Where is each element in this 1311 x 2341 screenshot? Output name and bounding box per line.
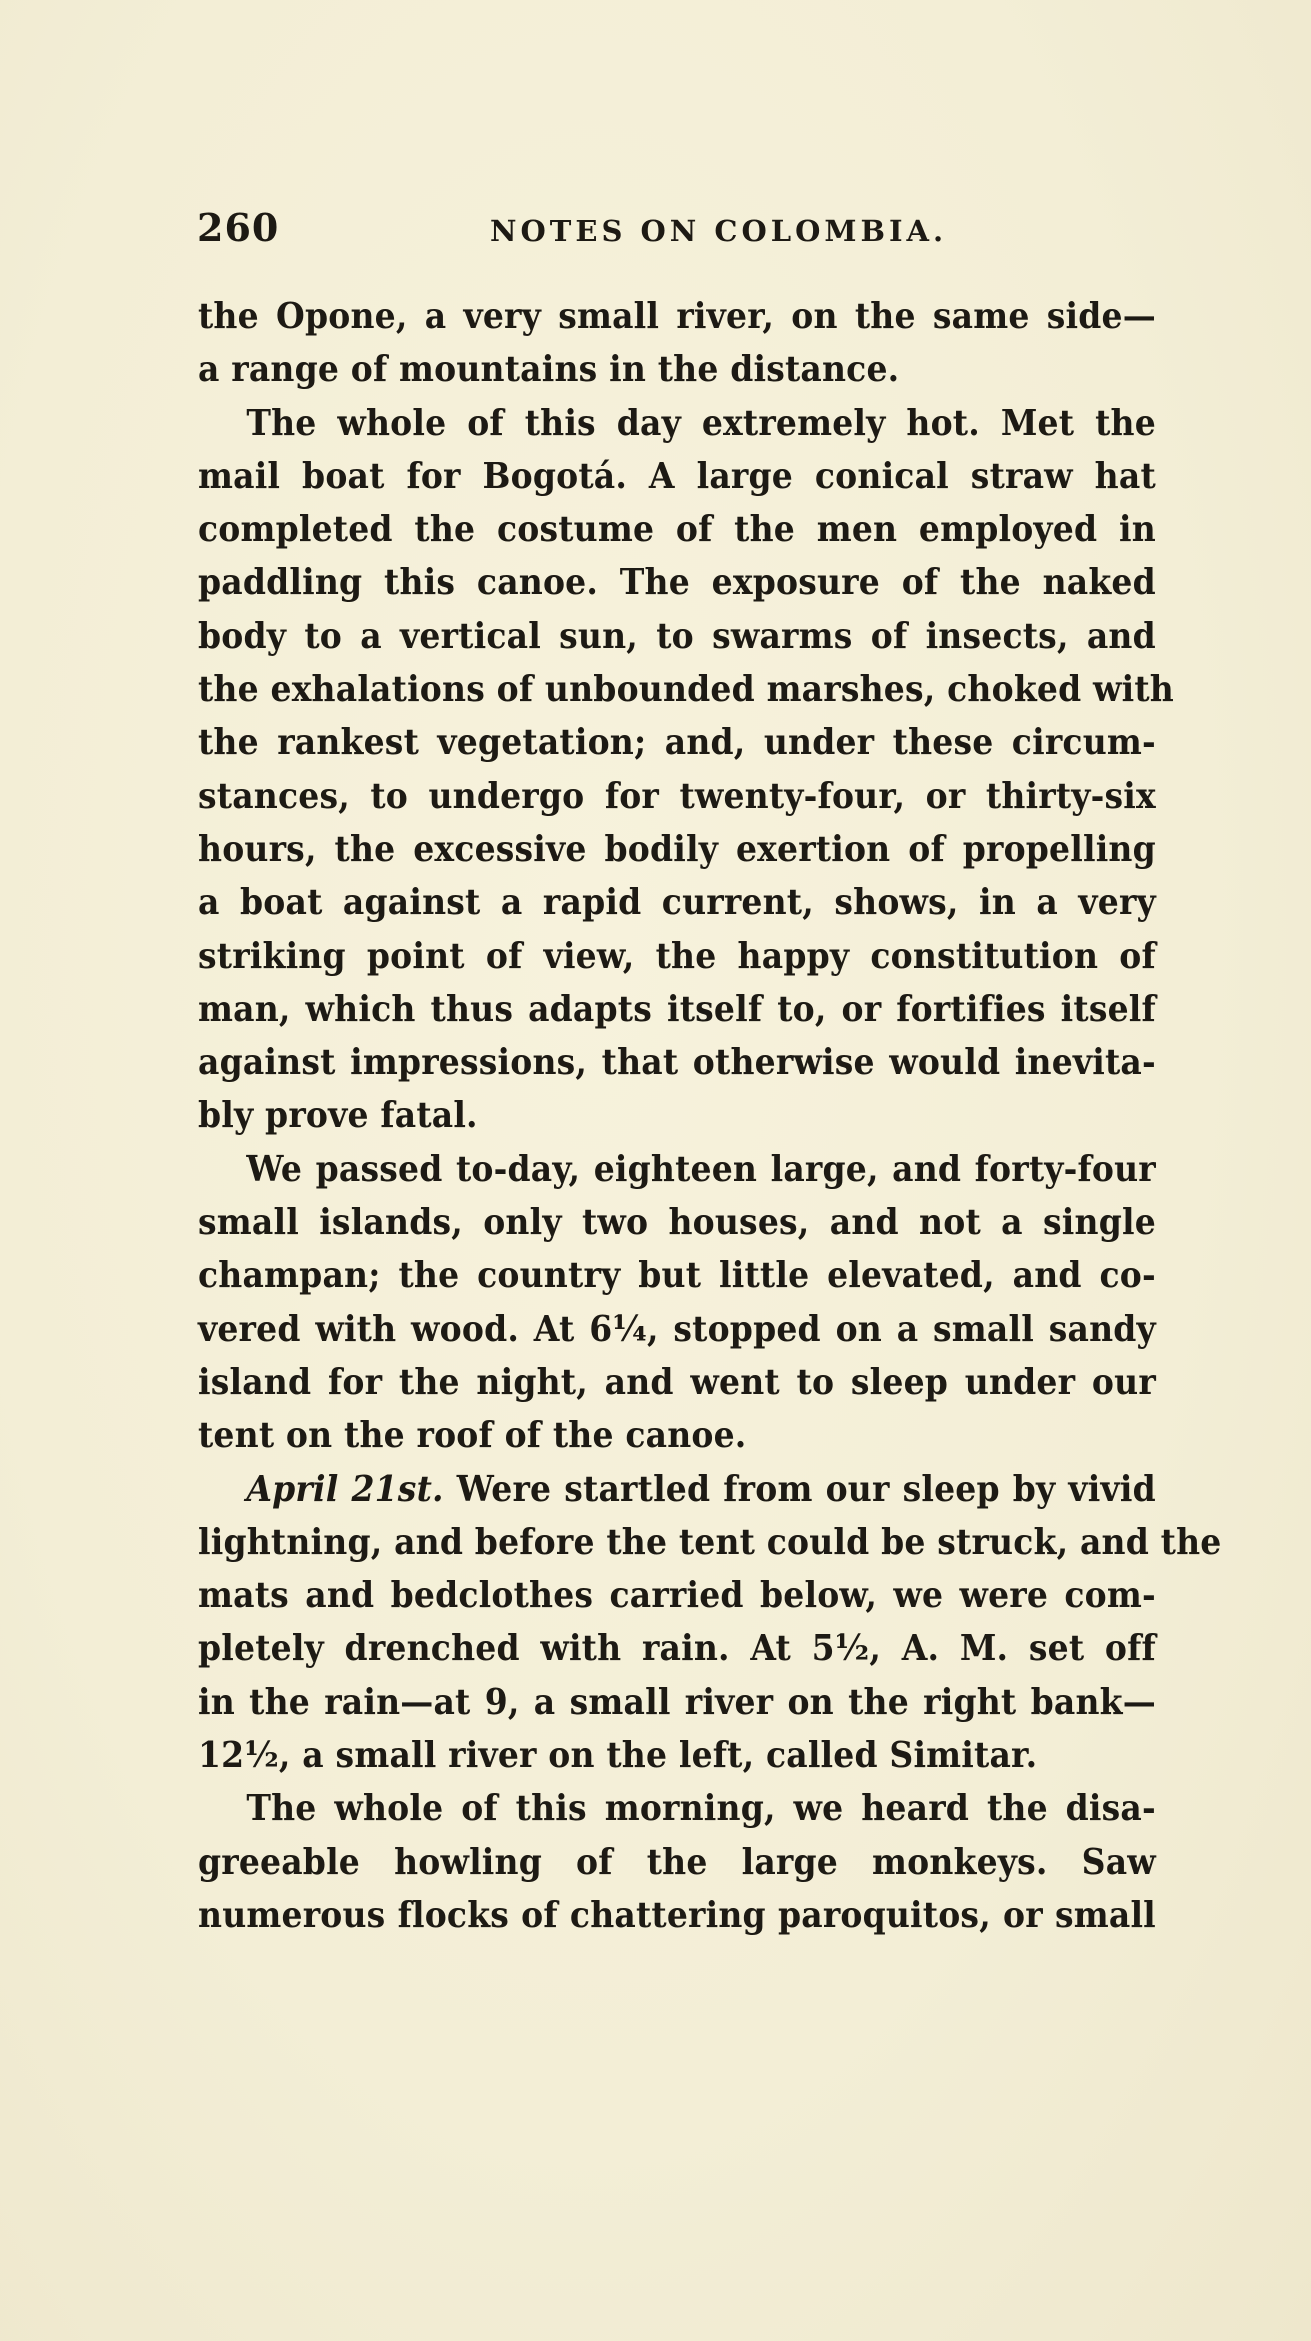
text-line: against impressions, that otherwise would inevita- bbox=[198, 1042, 1156, 1084]
text-line: numerous flocks of chattering paroquitos, or small bbox=[198, 1894, 1156, 1936]
text-line: island for the night, and went to sleep under our bbox=[198, 1361, 1156, 1403]
text-line: completed the costume of the men employed in bbox=[198, 509, 1156, 551]
text-line: man, which thus adapts itself to, or fortifies itself bbox=[198, 988, 1156, 1030]
text-line: 12½, a small river on the left, called Simitar. bbox=[198, 1735, 1038, 1777]
text-line: paddling this canoe. The exposure of the naked bbox=[198, 562, 1156, 604]
running-head: NOTES ON COLOMBIA. bbox=[490, 214, 948, 248]
text-line-dated bbox=[198, 1463, 1156, 1516]
page-number: 260 bbox=[197, 205, 280, 250]
text-line: champan; the country but little elevated, and co- bbox=[198, 1255, 1156, 1297]
text-line: We passed to-day, eighteen large, and forty-four bbox=[246, 1148, 1156, 1190]
date-label: April 21st. bbox=[246, 1468, 444, 1510]
text-line: in the rain—at 9, a small river on the right bank— bbox=[198, 1681, 1156, 1723]
text-line: small islands, only two houses, and not a single bbox=[198, 1202, 1156, 1244]
text-line: a range of mountains in the distance. bbox=[198, 349, 900, 391]
text-line-rest: Were startled from our sleep by vivid bbox=[443, 1468, 1156, 1510]
page-header bbox=[197, 205, 1237, 255]
text-line: the rankest vegetation; and, under these circum- bbox=[198, 722, 1156, 764]
text-line: The whole of this morning, we heard the disa- bbox=[246, 1788, 1156, 1830]
text-line: hours, the excessive bodily exertion of propelling bbox=[198, 828, 1156, 870]
text-line: stances, to undergo for twenty-four, or thirty-six bbox=[198, 775, 1156, 817]
text-line: greeable howling of the large monkeys. Saw bbox=[198, 1841, 1156, 1883]
text-line: The whole of this day extremely hot. Met the bbox=[246, 402, 1156, 444]
text-line: vered with wood. At 6¼, stopped on a small sandy bbox=[198, 1308, 1156, 1350]
text-line: bly prove fatal. bbox=[198, 1095, 478, 1137]
text-line: a boat against a rapid current, shows, in a very bbox=[198, 882, 1156, 924]
body-text bbox=[198, 290, 1228, 1942]
text-line: mats and bedclothes carried below, we were com- bbox=[198, 1575, 1156, 1617]
text-line: pletely drenched with rain. At 5½, A. M. set off bbox=[198, 1628, 1156, 1670]
text-line: body to a vertical sun, to swarms of insects, and bbox=[198, 615, 1156, 657]
text-line: striking point of view, the happy constitution of bbox=[198, 935, 1156, 977]
text-line: tent on the roof of the canoe. bbox=[198, 1415, 747, 1457]
text-line: the exhalations of unbounded marshes, choked with bbox=[198, 669, 1174, 711]
text-line: mail boat for Bogotá. A large conical straw hat bbox=[198, 455, 1156, 497]
text-line: lightning, and before the tent could be struck, and the bbox=[198, 1521, 1222, 1563]
text-line: the Opone, a very small river, on the same side— bbox=[198, 296, 1156, 337]
